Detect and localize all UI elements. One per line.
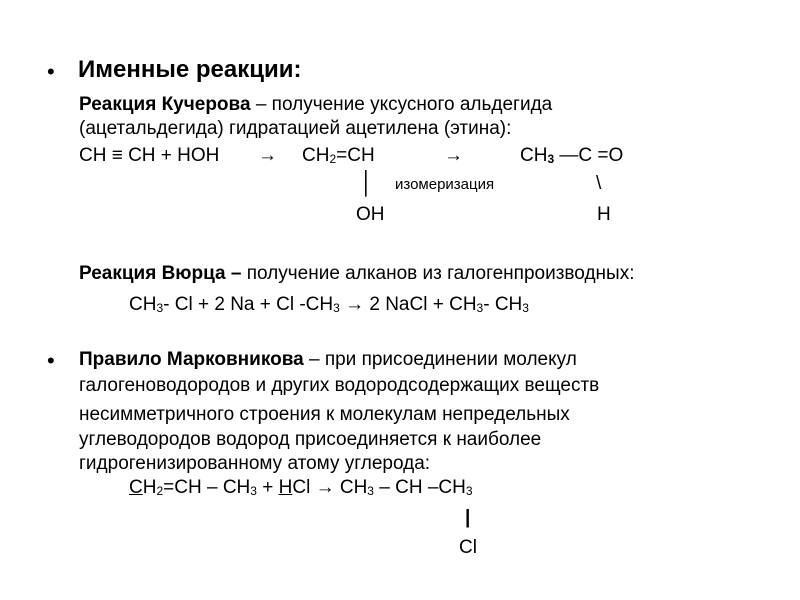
cl-atom: Cl bbox=[459, 537, 477, 558]
arrow-2: → bbox=[444, 145, 463, 166]
wurtz-name: Реакция Вюрца – bbox=[79, 263, 242, 284]
markovnikov-equation: $CH_2=CH - CH_3$ + HCl → $CH_3$ – CH $-CH_3$ bbox=[129, 477, 473, 498]
oh-group: OH bbox=[356, 204, 385, 225]
kucherov-line2: (ацетальдегида) гидратацией ацетилена (этина): bbox=[79, 118, 512, 139]
heading-named-reactions: Именные реакции: bbox=[78, 56, 302, 83]
markovnikov-line5: гидрогенизированному атому углерода: bbox=[79, 453, 431, 474]
eq-left: CH ≡ CH + HOH bbox=[79, 145, 220, 166]
acetaldehyde: $CH_3$ —C =O bbox=[520, 145, 624, 166]
bullet: • bbox=[47, 348, 55, 373]
markovnikov-name: Правило Марковникова bbox=[79, 349, 304, 370]
vinyl-alcohol: $CH_2=CH$ bbox=[302, 145, 375, 166]
bond-vertical-cl: | bbox=[465, 507, 471, 528]
arrow-1: → bbox=[258, 145, 277, 166]
bond-vertical: │ bbox=[360, 170, 374, 195]
h-atom: H bbox=[597, 204, 611, 225]
isomerization-label: изомеризация bbox=[395, 176, 495, 193]
wurtz-equation: $CH_3-$ Cl + 2 Na + Cl $-CH_3 \to 2$ NaCl + $CH_3-$ $CH_3$ bbox=[129, 294, 529, 315]
bullet: • bbox=[47, 59, 55, 84]
markovnikov-line1: Правило Марковникова – при присоединении молекул bbox=[79, 349, 577, 370]
wurtz-line bbox=[79, 264, 634, 283]
kucherov-name: Реакция Кучерова bbox=[79, 94, 251, 115]
wurtz-desc: получение алканов из галогенпроизводных: bbox=[241, 263, 635, 284]
bond-diagonal: \ bbox=[596, 173, 602, 194]
kucherov-line1 bbox=[79, 95, 552, 114]
markovnikov-line2: галогеноводородов и других водородсодержащих веществ bbox=[79, 375, 600, 396]
kucherov-desc: – получение уксусного альдегида bbox=[250, 94, 553, 115]
markovnikov-line4: углеводородов водород присоединяется к наиболее bbox=[79, 429, 542, 450]
markovnikov-line3: несимметричного строения к молекулам непредельных bbox=[79, 404, 570, 425]
